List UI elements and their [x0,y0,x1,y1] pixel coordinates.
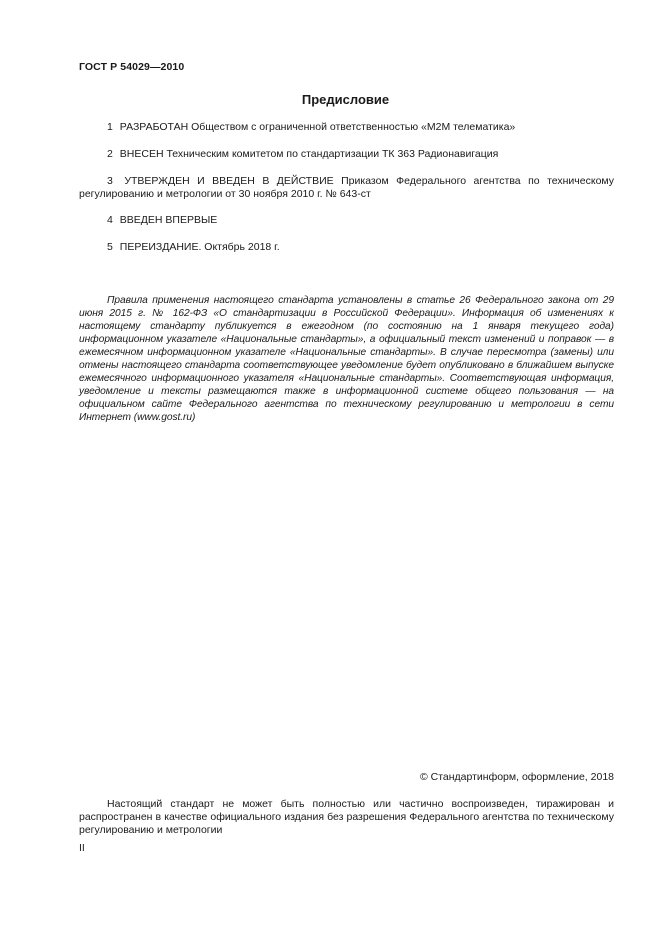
item-text: ВНЕСЕН Техническим комитетом по стандартизации ТК 363 Радионавигация [119,148,499,160]
item-text: УТВЕРЖДЕН И ВВЕДЕН В ДЕЙСТВИЕ Приказом Федерального агентства по техническому регулированию и метрологии от 30 ноября 2010 г. № 643-ст [79,175,614,200]
item-number: 5 [107,241,113,253]
item-text: ПЕРЕИЗДАНИЕ. Октябрь 2018 г. [119,241,280,253]
item-number: 3 [107,175,113,187]
copyright-line: © Стандартинформ, оформление, 2018 [419,771,614,783]
item-text: ВВЕДЕН ВПЕРВЫЕ [119,214,218,226]
preface-title: Предисловие [301,92,390,107]
item-number: 2 [107,148,113,160]
application-rules-notice: Правила применения настоящего стандарта установлены в статье 26 Федерального закона от 29 июня 2015 г. № 162-ФЗ «О стандартизации в Российской Федерации». Информация об изменениях к настоящему стандарту публикуется в ежегодном (по состоянию на 1 января текущего года) информационном указателе «Национальные стандарты», а официальный текст изменений и поправок — в ежемесячном информационном указателе «Национальные стандарты». В случае пересмотра (замены) или отмены настоящего стандарта соответствующее уведомление будет опубликовано в ближайшем выпуске ежемесячного информационного указателя «Национальные стандарты». Соответствующая информация, уведомление и тексты размещаются также в информационной системе общего пользования — на официальном сайте Федерального агентства по техническому регулированию и метрологии в сети Интернет (www.gost.ru) [79,295,614,423]
item-text: РАЗРАБОТАН Обществом с ограниченной ответственностью «М2М телематика» [119,121,516,133]
preface-item [79,175,614,201]
item-number: 4 [107,214,113,226]
page-number: II [79,842,85,854]
standard-code: ГОСТ Р 54029—2010 [79,61,185,73]
preface-item [79,241,614,254]
preface-item [79,148,614,161]
preface-item [79,214,614,227]
preface-item [79,121,614,134]
reproduction-notice: Настоящий стандарт не может быть полностью или частично воспроизведен, тиражирован и распространен в качестве официального издания без разрешения Федерального агентства по техническому регулированию и метрологии [79,798,614,836]
item-number: 1 [107,121,113,133]
